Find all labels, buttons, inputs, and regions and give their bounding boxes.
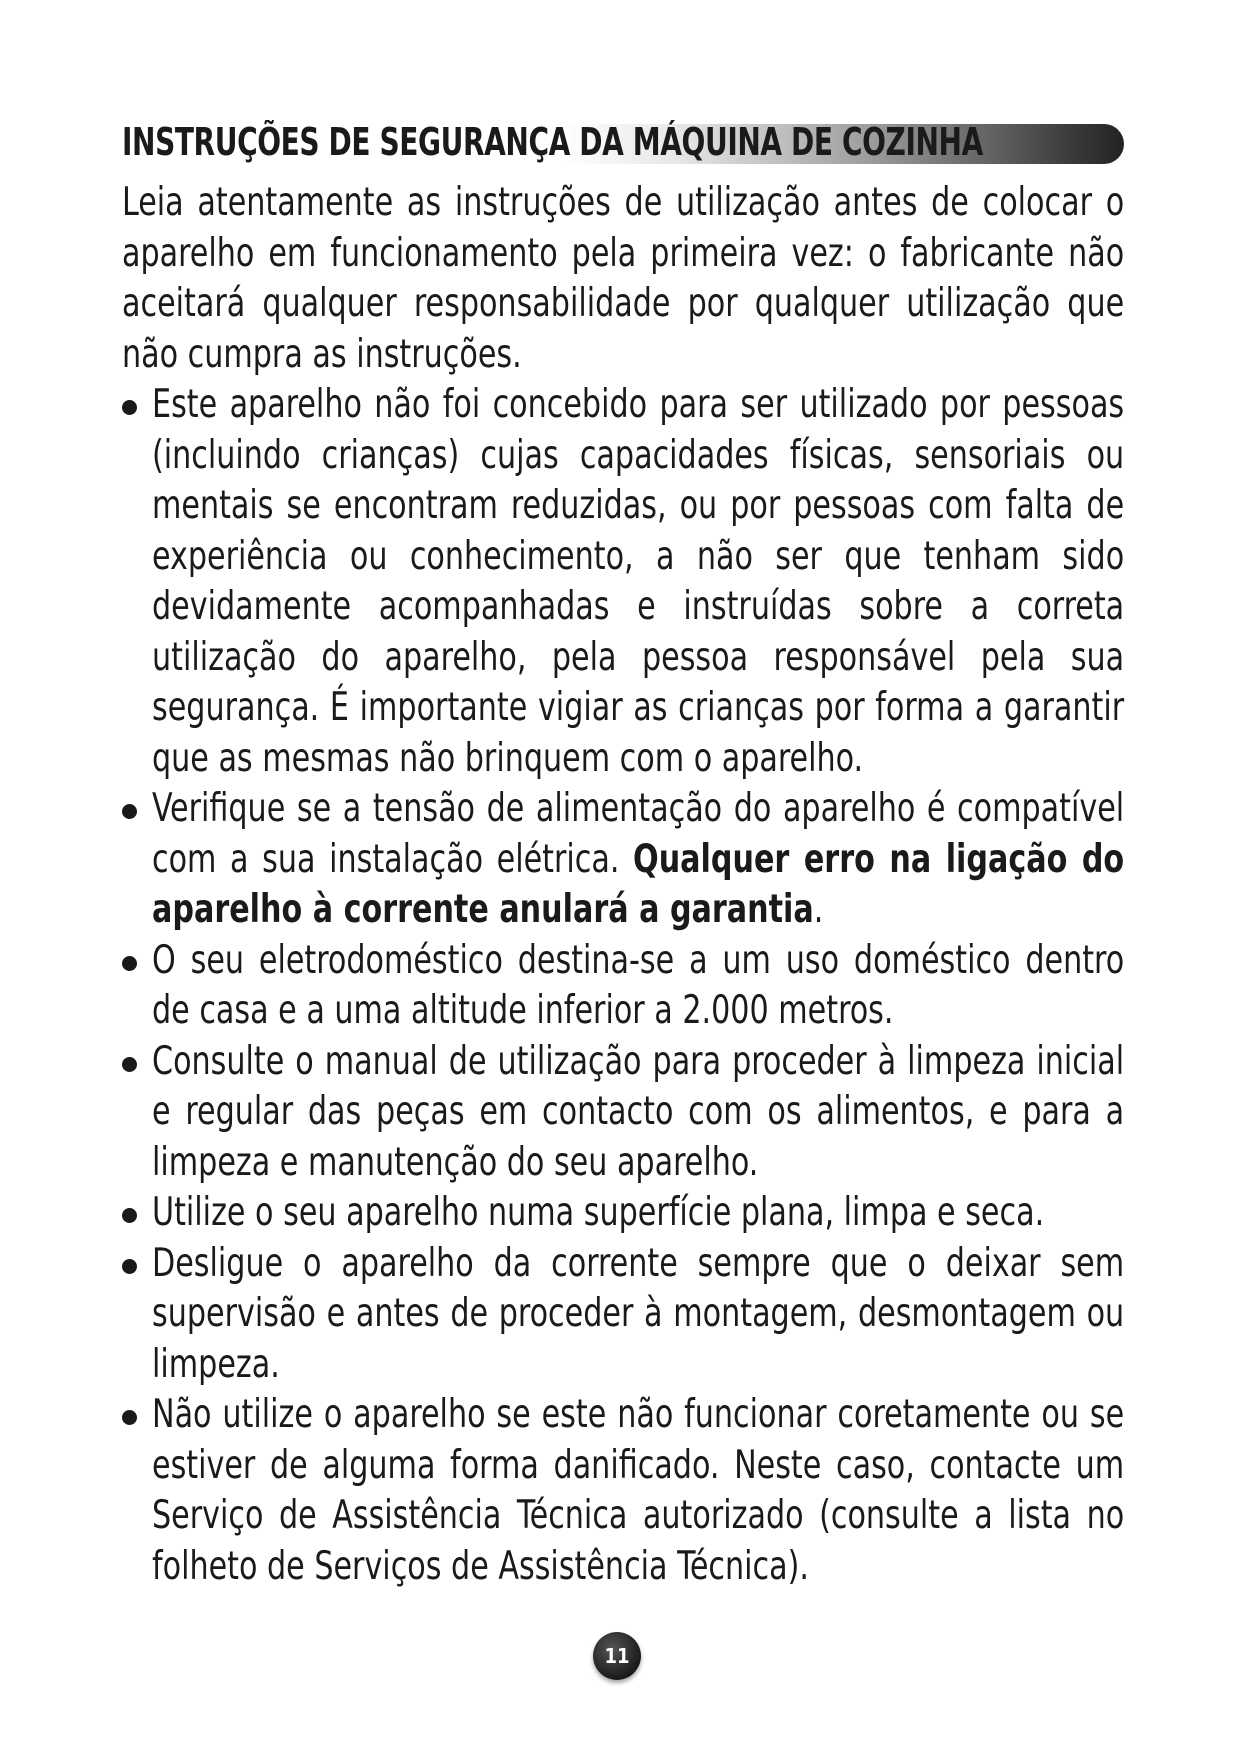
bullet-icon — [122, 804, 137, 819]
list-item-text: Utilize o seu aparelho numa superfície plana, limpa e seca. — [152, 1190, 1045, 1235]
intro-paragraph — [122, 178, 1124, 380]
bullet-icon — [122, 400, 137, 415]
list-item-text — [152, 784, 1124, 936]
list-item — [122, 936, 1124, 1037]
bullet-icon — [122, 1208, 137, 1223]
page-number: 11 — [593, 1632, 641, 1680]
list-item-text: Consulte o manual de utilização para proceder à limpeza inicial e regular das peças em contacto com os alimentos, e para a limpeza e manutenção do seu aparelho. — [152, 1038, 1125, 1185]
list-item-text-regular: Verifique se a tensão de alimentação do aparelho é compatível com a sua instalação elétrica. — [152, 786, 1125, 882]
list-item-text: O seu eletrodoméstico destina-se a um uso doméstico dentro de casa e a uma altitude inferior a 2.000 metros. — [152, 937, 1125, 1033]
list-item — [122, 380, 1124, 784]
list-item-text-bold: Qualquer erro na ligação do aparelho à corrente anulará a garantia — [152, 836, 1125, 932]
section-title: INSTRUÇÕES DE SEGURANÇA DA MÁQUINA DE COZINHA — [122, 120, 983, 164]
bullet-icon — [122, 956, 137, 971]
list-item — [122, 1239, 1124, 1391]
list-item — [122, 1037, 1124, 1189]
list-item — [122, 1390, 1124, 1592]
safety-list — [122, 380, 1124, 1592]
intro-text: Leia atentamente as instruções de utilização antes de colocar o aparelho em funcionamento pela primeira vez: o fabricante não aceitará qualquer responsabilidade por qualquer utilização que não cumpra as instruções. — [122, 180, 1125, 377]
list-item-text-tail: . — [813, 887, 824, 932]
bullet-icon — [122, 1057, 137, 1072]
section-header — [122, 118, 1124, 168]
list-item — [122, 1188, 1124, 1239]
list-item-text: Este aparelho não foi concebido para ser utilizado por pessoas (incluindo crianças) cujas capacidades físicas, sensoriais ou mentais se encontram reduzidas, ou por pessoas com falta de experiência ou conhecimento, a não ser que tenham sido devidamente acompanhadas e instruídas sobre a correta utilização do aparelho, pela pessoa responsável pela sua segurança. É importante vigiar as crianças por forma a garantir que as mesmas não brinquem com o aparelho. — [152, 382, 1125, 781]
list-item-text: Desligue o aparelho da corrente sempre que o deixar sem supervisão e antes de proceder à montagem, desmontagem ou limpeza. — [152, 1240, 1125, 1387]
document-body — [122, 178, 1124, 1592]
bullet-icon — [122, 1259, 137, 1274]
list-item — [122, 784, 1124, 936]
list-item-text: Não utilize o aparelho se este não funcionar coretamente ou se estiver de alguma forma danificado. Neste caso, contacte um Serviço de Assistência Técnica autorizado (consulte a lista no folheto de Serviços de Assistência Técnica). — [152, 1392, 1125, 1589]
bullet-icon — [122, 1410, 137, 1425]
